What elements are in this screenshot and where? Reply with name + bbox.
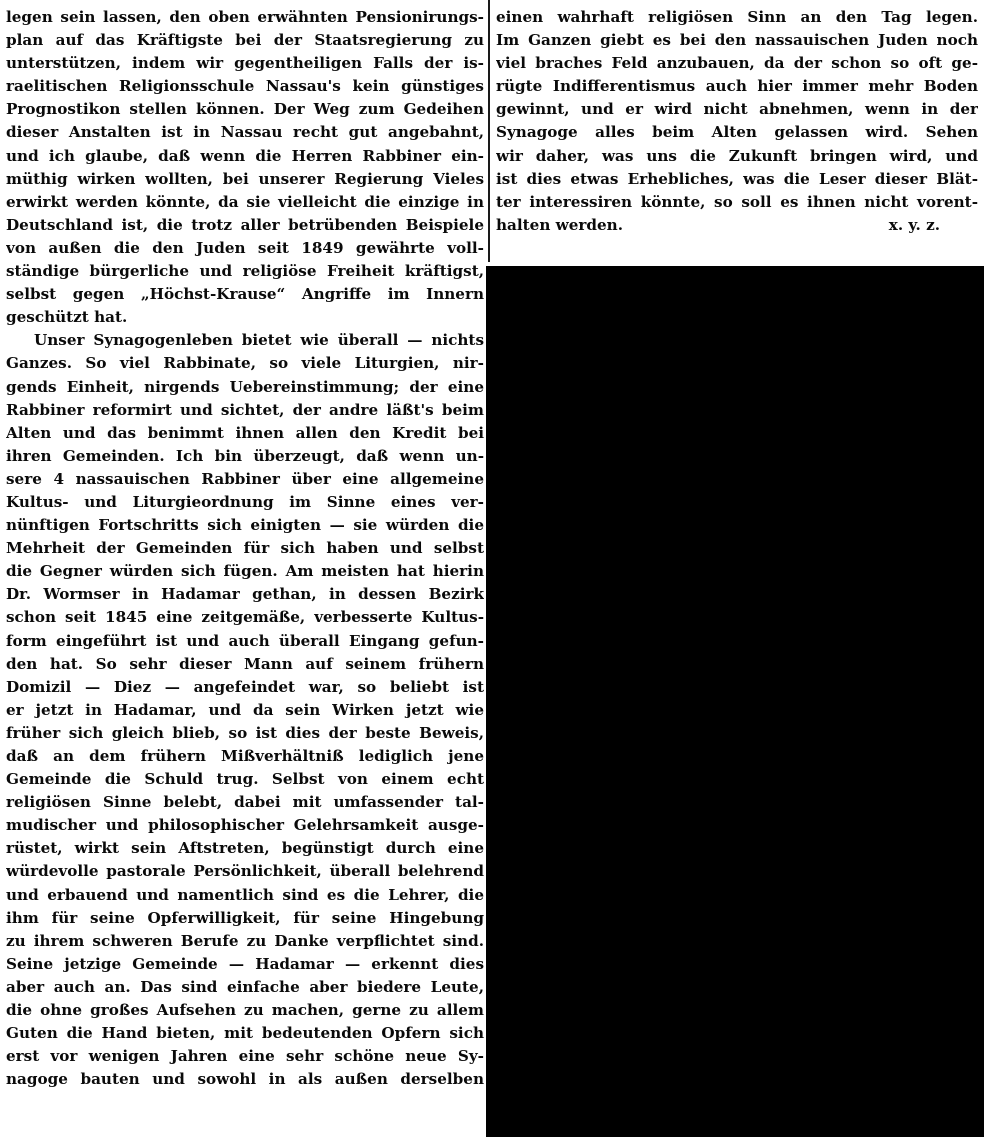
text-line: mudischer und philosophischer Gelehrsamkeit ausge- — [6, 816, 484, 835]
text-line: erwirkt werden könnte, da sie vielleicht die einzige in — [6, 192, 484, 211]
text-line: von außen die den Juden seit 1849 gewährte voll- — [6, 238, 484, 257]
text-line: geschützt hat. — [6, 308, 128, 327]
text-line: Prognostikon stellen können. Der Weg zum Gedeihen — [6, 100, 484, 119]
text-line: Mehrheit der Gemeinden für sich haben und selbst — [6, 539, 484, 558]
text-line: müthig wirken wollten, bei unserer Regierung Vieles — [6, 169, 484, 188]
author-signature: x. y. z. — [888, 215, 940, 234]
text-line: früher sich gleich blieb, so ist dies der beste Beweis, — [6, 723, 484, 742]
text-line: einen wahrhaft religiösen Sinn an den Tag legen. — [496, 8, 978, 26]
text-line: die Gegner würden sich fügen. Am meisten hat hierin — [6, 562, 484, 581]
text-line: nagoge bauten und sowohl in als außen derselben — [6, 1070, 484, 1089]
paragraph-pension-plan — [6, 6, 484, 329]
closing-line — [496, 214, 978, 237]
text-line: Synagoge alles beim Alten gelassen wird. Sehen — [496, 123, 978, 142]
text-line: würdevolle pastorale Persönlichkeit, überall belehrend — [6, 862, 484, 881]
text-line: daß an dem frühern Mißverhältniß lediglich jene — [6, 747, 484, 765]
text-line: selbst gegen „Höchst-Krause“ Angriffe im Innern — [6, 285, 484, 304]
text-line: aber auch an. Das sind einfache aber biedere Leute, — [6, 977, 484, 996]
text-line: legen sein lassen, den oben erwähnten Pensionirungs- — [6, 8, 484, 26]
text-line: gewinnt, und er wird nicht abnehmen, wenn in der — [496, 100, 978, 119]
right-column — [496, 6, 978, 237]
text-line: rügte Indifferentismus auch hier immer mehr Boden — [496, 77, 978, 96]
text-line: den hat. So sehr dieser Mann auf seinem frühern — [6, 654, 484, 673]
text-line: form eingeführt ist und auch überall Eingang gefun- — [6, 631, 484, 650]
text-line: die ohne großes Aufsehen zu machen, gerne zu allem — [6, 1001, 484, 1020]
text-line: religiösen Sinne belebt, dabei mit umfassender tal- — [6, 793, 484, 812]
text-line: Ganzes. So viel Rabbinate, so viele Liturgien, nir- — [6, 354, 484, 373]
text-line: raelitischen Religionsschule Nassau's kein günstiges — [6, 77, 484, 96]
text-line: wir daher, was uns die Zukunft bringen wird, und — [496, 146, 978, 165]
text-line: Domizil — Diez — angefeindet war, so beliebt ist — [6, 677, 484, 696]
text-line: Unser Synagogenleben bietet wie überall — nichts — [34, 331, 484, 350]
text-line: ist dies etwas Erhebliches, was die Leser dieser Blät- — [496, 169, 978, 188]
text-line: dieser Anstalten ist in Nassau recht gut angebahnt, — [6, 123, 484, 142]
text-line: ihren Gemeinden. Ich bin überzeugt, daß wenn un- — [6, 446, 484, 465]
text-line: erst vor wenigen Jahren eine sehr schöne neue Sy- — [6, 1047, 484, 1066]
text-line: Dr. Wormser in Hadamar gethan, in dessen Bezirk — [6, 585, 484, 604]
text-line: Seine jetzige Gemeinde — Hadamar — erkennt dies — [6, 954, 484, 973]
text-line: und erbauend und namentlich sind es die Lehrer, die — [6, 885, 484, 904]
text-line: ständige bürgerliche und religiöse Freiheit kräftigst, — [6, 262, 484, 281]
text-line: er jetzt in Hadamar, und da sein Wirken jetzt wie — [6, 700, 484, 719]
text-line: zu ihrem schweren Berufe zu Danke verpflichtet sind. — [6, 931, 484, 950]
text-line: Im Ganzen giebt es bei den nassauischen Juden noch — [496, 31, 978, 50]
left-column — [6, 6, 484, 1091]
text-line: Kultus- und Liturgieordnung im Sinne eines ver- — [6, 492, 484, 511]
text-line: schon seit 1845 eine zeitgemäße, verbesserte Kultus- — [6, 608, 484, 627]
text-line: nünftigen Fortschritts sich einigten — sie würden die — [6, 516, 484, 535]
text-line: viel braches Feld anzubauen, da der schon so oft ge- — [496, 54, 978, 73]
text-line: ihm für seine Opferwilligkeit, für seine Hingebung — [6, 908, 484, 927]
blank-scan-area — [486, 266, 984, 1137]
paragraph-synagogue-life — [6, 329, 484, 1091]
text-line: sere 4 nassauischen Rabbiner über eine allgemeine — [6, 469, 484, 488]
text-line: Guten die Hand bieten, mit bedeutenden Opfern sich — [6, 1024, 484, 1043]
closing-text: halten werden. — [496, 215, 624, 234]
text-line: Alten und das benimmt ihnen allen den Kredit bei — [6, 423, 484, 442]
text-line: rüstet, wirkt sein Aftstreten, begünstigt durch eine — [6, 839, 484, 858]
text-line: und ich glaube, daß wenn die Herren Rabbiner ein- — [6, 146, 484, 165]
text-line: gends Einheit, nirgends Uebereinstimmung; der eine — [6, 377, 484, 396]
text-line: Deutschland ist, die trotz aller betrübenden Beispiele — [6, 215, 484, 234]
text-line: plan auf das Kräftigste bei der Staatsregierung zu — [6, 31, 484, 50]
text-line: Gemeinde die Schuld trug. Selbst von einem echt — [6, 770, 484, 789]
text-line: unterstützen, indem wir gegentheiligen Falls der is- — [6, 54, 484, 73]
column-divider — [488, 0, 490, 262]
text-line: ter interessiren könnte, so soll es ihnen nicht vorent- — [496, 192, 978, 211]
text-line: Rabbiner reformirt und sichtet, der andre läßt's beim — [6, 400, 484, 419]
